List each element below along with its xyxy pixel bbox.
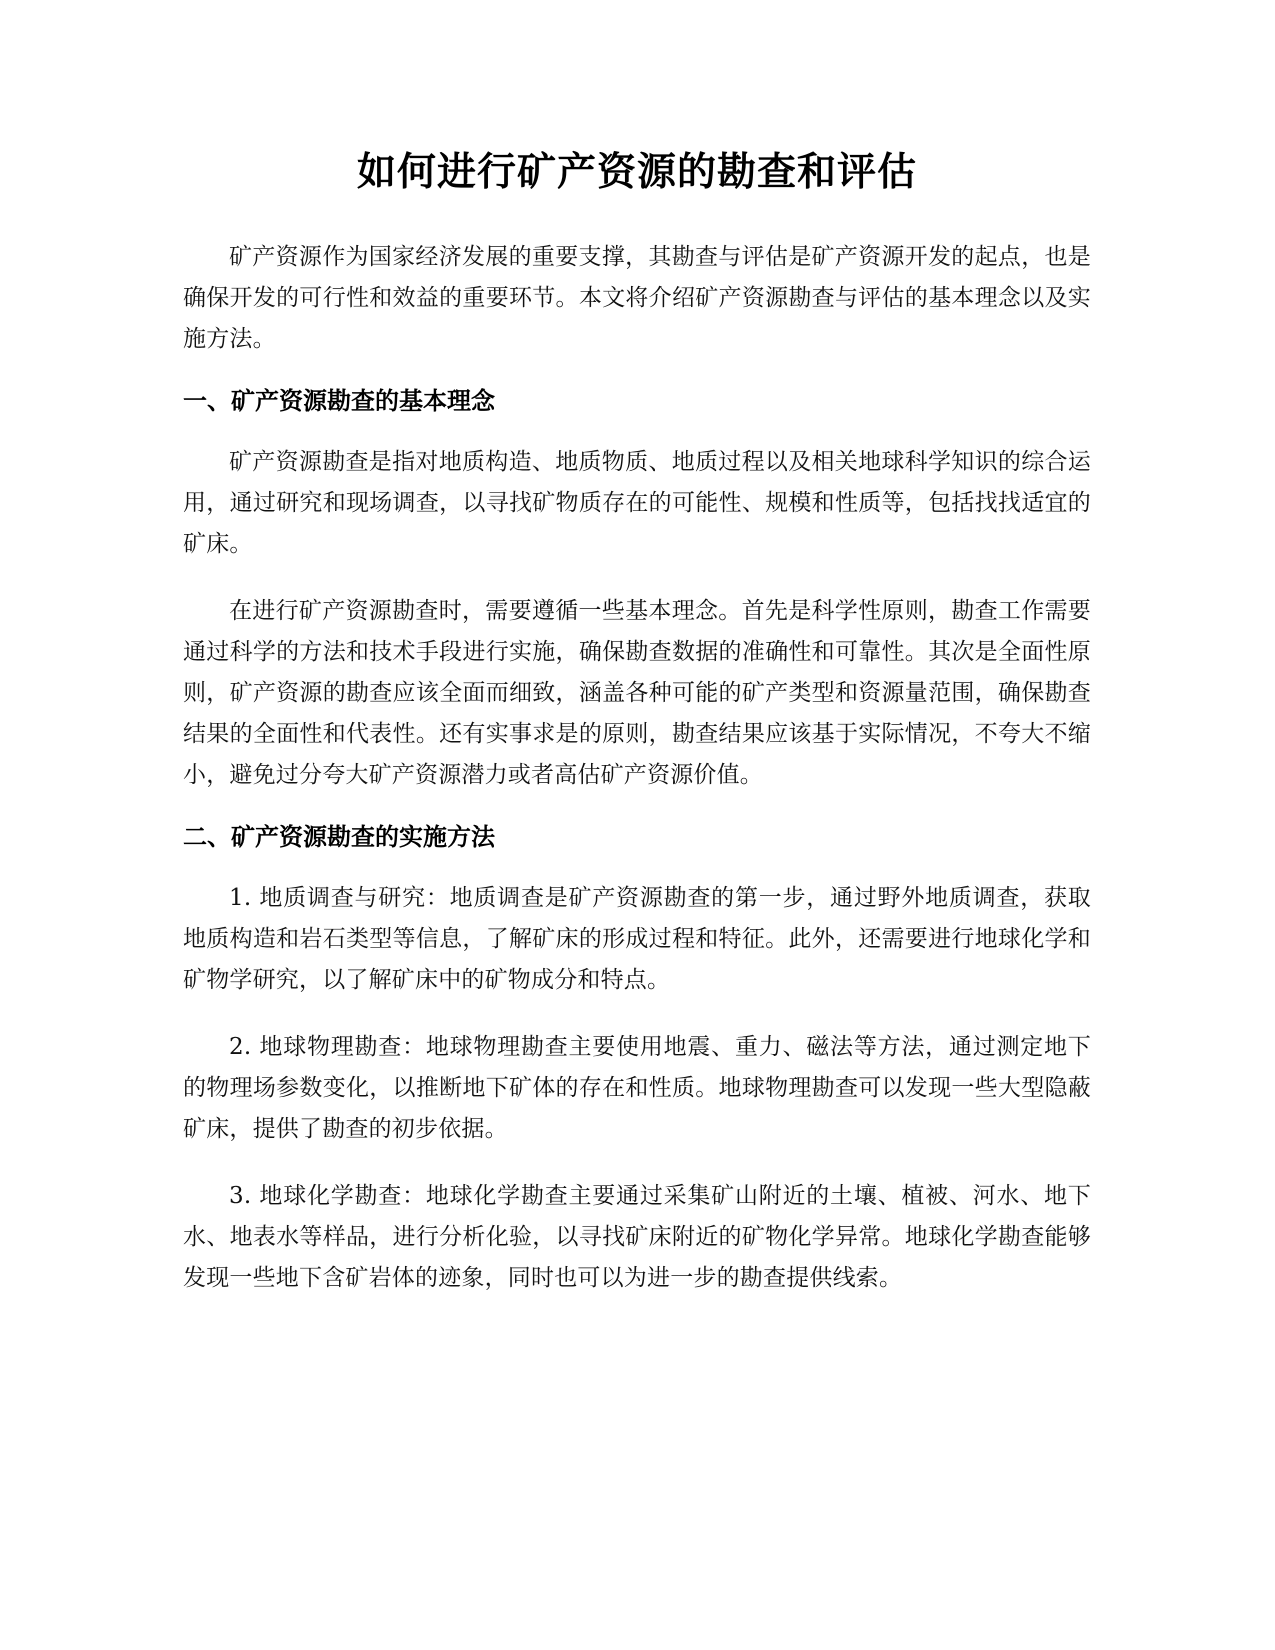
section-2-paragraph-1: 1. 地质调查与研究：地质调查是矿产资源勘查的第一步，通过野外地质调查，获取地质构造和岩石类型等信息，了解矿床的形成过程和特征。此外，还需要进行地球化学和矿物学研究，以了解矿床中的矿物成分和特点。 xyxy=(183,885,1091,993)
document-page xyxy=(183,145,1091,1299)
section-2-paragraph-2: 2. 地球物理勘查：地球物理勘查主要使用地震、重力、磁法等方法，通过测定地下的物理场参数变化，以推断地下矿体的存在和性质。地球物理勘查可以发现一些大型隐蔽矿床，提供了勘查的初步依据。 xyxy=(183,1034,1091,1142)
intro-paragraph: 矿产资源作为国家经济发展的重要支撑，其勘查与评估是矿产资源开发的起点，也是确保开发的可行性和效益的重要环节。本文将介绍矿产资源勘查与评估的基本理念以及实施方法。 xyxy=(183,244,1091,352)
section-1-paragraph-1: 矿产资源勘查是指对地质构造、地质物质、地质过程以及相关地球科学知识的综合运用，通过研究和现场调查，以寻找矿物质存在的可能性、规模和性质等，包括找找适宜的矿床。 xyxy=(183,449,1091,557)
section-heading-1: 一、矿产资源勘查的基本理念 xyxy=(183,387,495,415)
section-heading-2: 二、矿产资源勘查的实施方法 xyxy=(183,823,495,851)
section-1-paragraph-2: 在进行矿产资源勘查时，需要遵循一些基本理念。首先是科学性原则，勘查工作需要通过科学的方法和技术手段进行实施，确保勘查数据的准确性和可靠性。其次是全面性原则，矿产资源的勘查应该全面而细致，涵盖各种可能的矿产类型和资源量范围，确保勘查结果的全面性和代表性。还有实事求是的原则，勘查结果应该基于实际情况，不夸大不缩小，避免过分夸大矿产资源潜力或者高估矿产资源价值。 xyxy=(183,598,1091,788)
section-2-paragraph-3: 3. 地球化学勘查：地球化学勘查主要通过采集矿山附近的土壤、植被、河水、地下水、地表水等样品，进行分析化验，以寻找矿床附近的矿物化学异常。地球化学勘查能够发现一些地下含矿岩体的迹象，同时也可以为进一步的勘查提供线索。 xyxy=(183,1183,1091,1291)
document-title: 如何进行矿产资源的勘查和评估 xyxy=(356,150,917,195)
